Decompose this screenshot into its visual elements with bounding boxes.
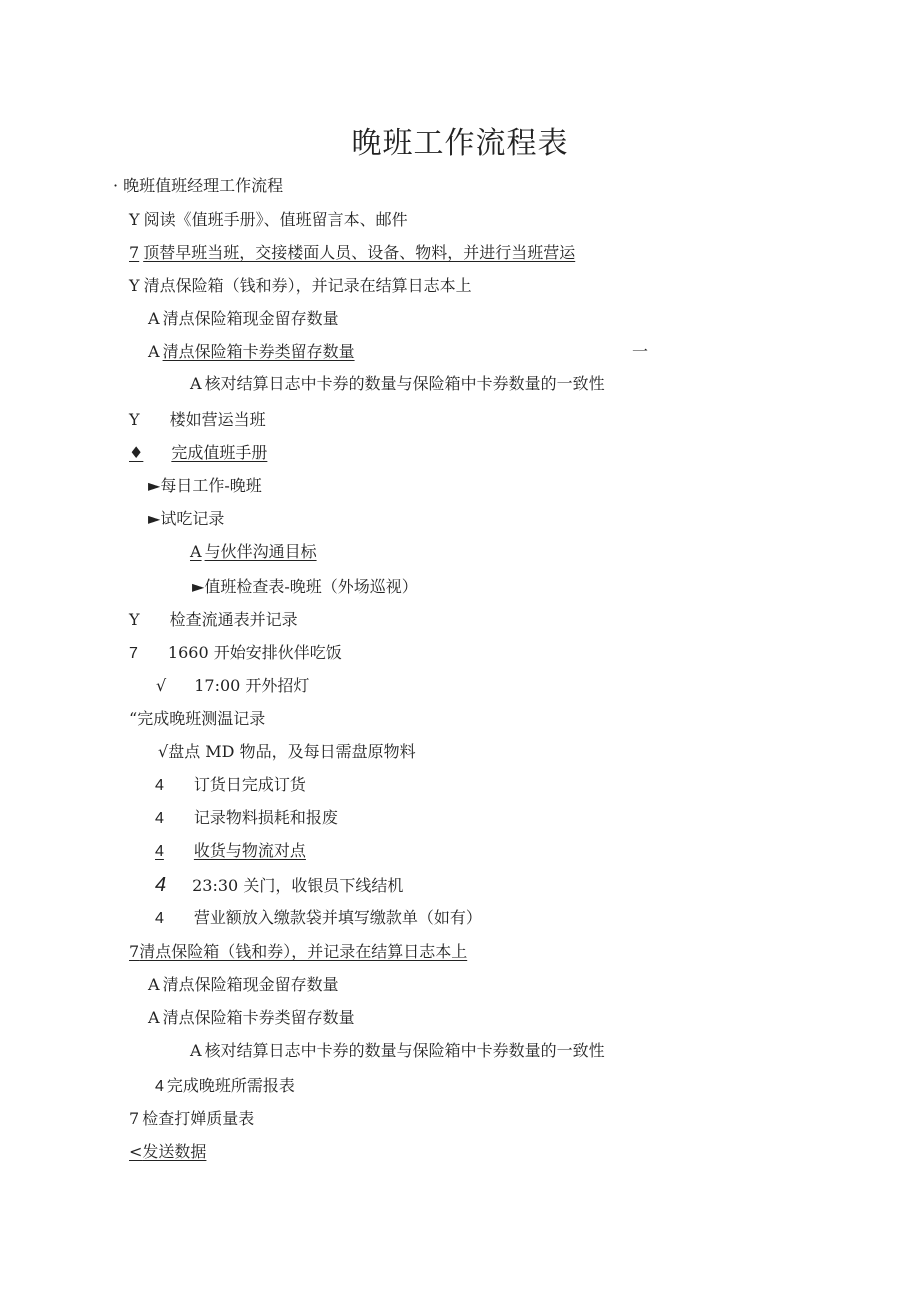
- item-text: 值班检查表-晚班（外场巡视）: [204, 577, 418, 596]
- list-item: [148, 1008, 355, 1028]
- bullet-marker: 4: [155, 874, 167, 896]
- trailing-dash: 一: [632, 342, 649, 361]
- item-text: 1660 开始安排伙伴吃饭: [167, 643, 342, 662]
- item-text: 检查流通表并记录: [169, 610, 298, 629]
- item-text: 顶替早班当班，交接楼面人员、设备、物料，并进行当班营运: [143, 243, 576, 262]
- list-item: [155, 808, 338, 829]
- item-text: 记录物料损耗和报废: [193, 808, 338, 827]
- bullet-marker: √: [156, 676, 167, 695]
- item-text: 清点保险箱（钱和券），并记录在结算日志本上: [143, 276, 472, 295]
- list-item: [190, 542, 317, 562]
- list-item: [155, 908, 482, 929]
- item-text: 营业额放入缴款袋并填写缴款单（如有）: [193, 908, 482, 927]
- item-text: 核对结算日志中卡券的数量与保险箱中卡券数量的一致性: [204, 374, 605, 393]
- item-text: 清点保险箱现金留存数量: [162, 975, 339, 994]
- list-item: [129, 709, 265, 729]
- bullet-marker: Y: [129, 410, 140, 429]
- list-item: [148, 975, 339, 995]
- bullet-marker: ♦: [129, 443, 144, 462]
- item-text: 完成晚班所需报表: [166, 1076, 295, 1095]
- bullet-marker: A: [190, 1041, 202, 1060]
- bullet-marker: 4: [155, 810, 164, 827]
- bullet-marker: 7: [129, 645, 138, 662]
- bullet-marker: 4: [155, 843, 164, 860]
- list-item: [129, 1109, 254, 1129]
- list-item: [190, 374, 605, 394]
- list-item: [155, 841, 306, 862]
- item-text: 订货日完成订货: [193, 775, 306, 794]
- bullet-marker: ·: [113, 176, 119, 195]
- bullet-marker: 7: [129, 243, 140, 262]
- item-text: 核对结算日志中卡券的数量与保险箱中卡券数量的一致性: [204, 1041, 605, 1060]
- item-text: 与伙伴沟通目标: [204, 542, 317, 561]
- list-item: [129, 410, 266, 430]
- list-item: [129, 276, 472, 296]
- list-item: [129, 210, 408, 230]
- list-item: [129, 643, 342, 664]
- list-item: [155, 875, 403, 896]
- bullet-marker: 4: [155, 1078, 164, 1095]
- item-text: 完成晚班测温记录: [137, 709, 266, 728]
- bullet-marker: 7: [129, 942, 140, 961]
- list-item: [148, 476, 262, 496]
- item-text: 23:30 关门，收银员下线结机: [192, 876, 404, 895]
- list-item: [148, 309, 339, 329]
- item-text: 17:00 开外招灯: [194, 676, 310, 695]
- list-item: [192, 577, 418, 597]
- item-text: 完成值班手册: [171, 443, 268, 462]
- list-item: [190, 1041, 605, 1061]
- item-text: 收货与物流对点: [193, 841, 306, 860]
- item-text: 试吃记录: [160, 509, 225, 528]
- list-item: [158, 742, 416, 762]
- list-item: [155, 1076, 295, 1097]
- item-text: 清点保险箱现金留存数量: [162, 309, 339, 328]
- bullet-marker: <: [129, 1142, 143, 1161]
- page-title: 晚班工作流程表: [351, 126, 569, 161]
- list-item: [148, 342, 651, 362]
- item-text: 清点保险箱卡券类留存数量: [162, 1008, 355, 1027]
- bullet-marker: √: [158, 742, 169, 761]
- bullet-marker: 7: [129, 1109, 140, 1128]
- item-text: 清点保险箱卡券类留存数量: [162, 342, 355, 361]
- bullet-marker: A: [148, 309, 160, 328]
- bullet-marker: A: [190, 374, 202, 393]
- list-item: [155, 775, 306, 796]
- bullet-marker: “: [129, 709, 138, 728]
- bullet-marker: ►: [148, 476, 161, 495]
- bullet-marker: Y: [129, 276, 140, 295]
- list-item: [129, 942, 467, 962]
- item-text: 楼如营运当班: [169, 410, 266, 429]
- list-item: [156, 676, 309, 696]
- list-item: [129, 443, 267, 463]
- bullet-marker: A: [148, 342, 160, 361]
- bullet-marker: Y: [129, 210, 140, 229]
- bullet-marker: Y: [129, 610, 140, 629]
- item-text: 清点保险箱（钱和券），并记录在结算日志本上: [139, 942, 468, 961]
- bullet-marker: ►: [192, 577, 205, 596]
- item-text: 每日工作-晚班: [160, 476, 262, 495]
- bullet-marker: ►: [148, 509, 161, 528]
- list-item: [113, 176, 283, 196]
- list-item: [148, 509, 224, 529]
- item-text: 检查打婵质量表: [142, 1109, 255, 1128]
- list-item: [129, 1142, 206, 1162]
- bullet-marker: A: [190, 542, 202, 561]
- bullet-marker: A: [148, 975, 160, 994]
- list-item: [129, 610, 298, 630]
- item-text: 阅读《值班手册》、值班留言本、邮件: [143, 210, 408, 229]
- item-text: 发送数据: [142, 1142, 207, 1161]
- item-text: 盘点 MD 物品，及每日需盘原物料: [168, 742, 416, 761]
- bullet-marker: A: [148, 1008, 160, 1027]
- bullet-marker: 4: [155, 910, 164, 927]
- item-text: 晚班值班经理工作流程: [123, 176, 284, 195]
- list-item: [129, 243, 575, 263]
- bullet-marker: 4: [155, 777, 164, 794]
